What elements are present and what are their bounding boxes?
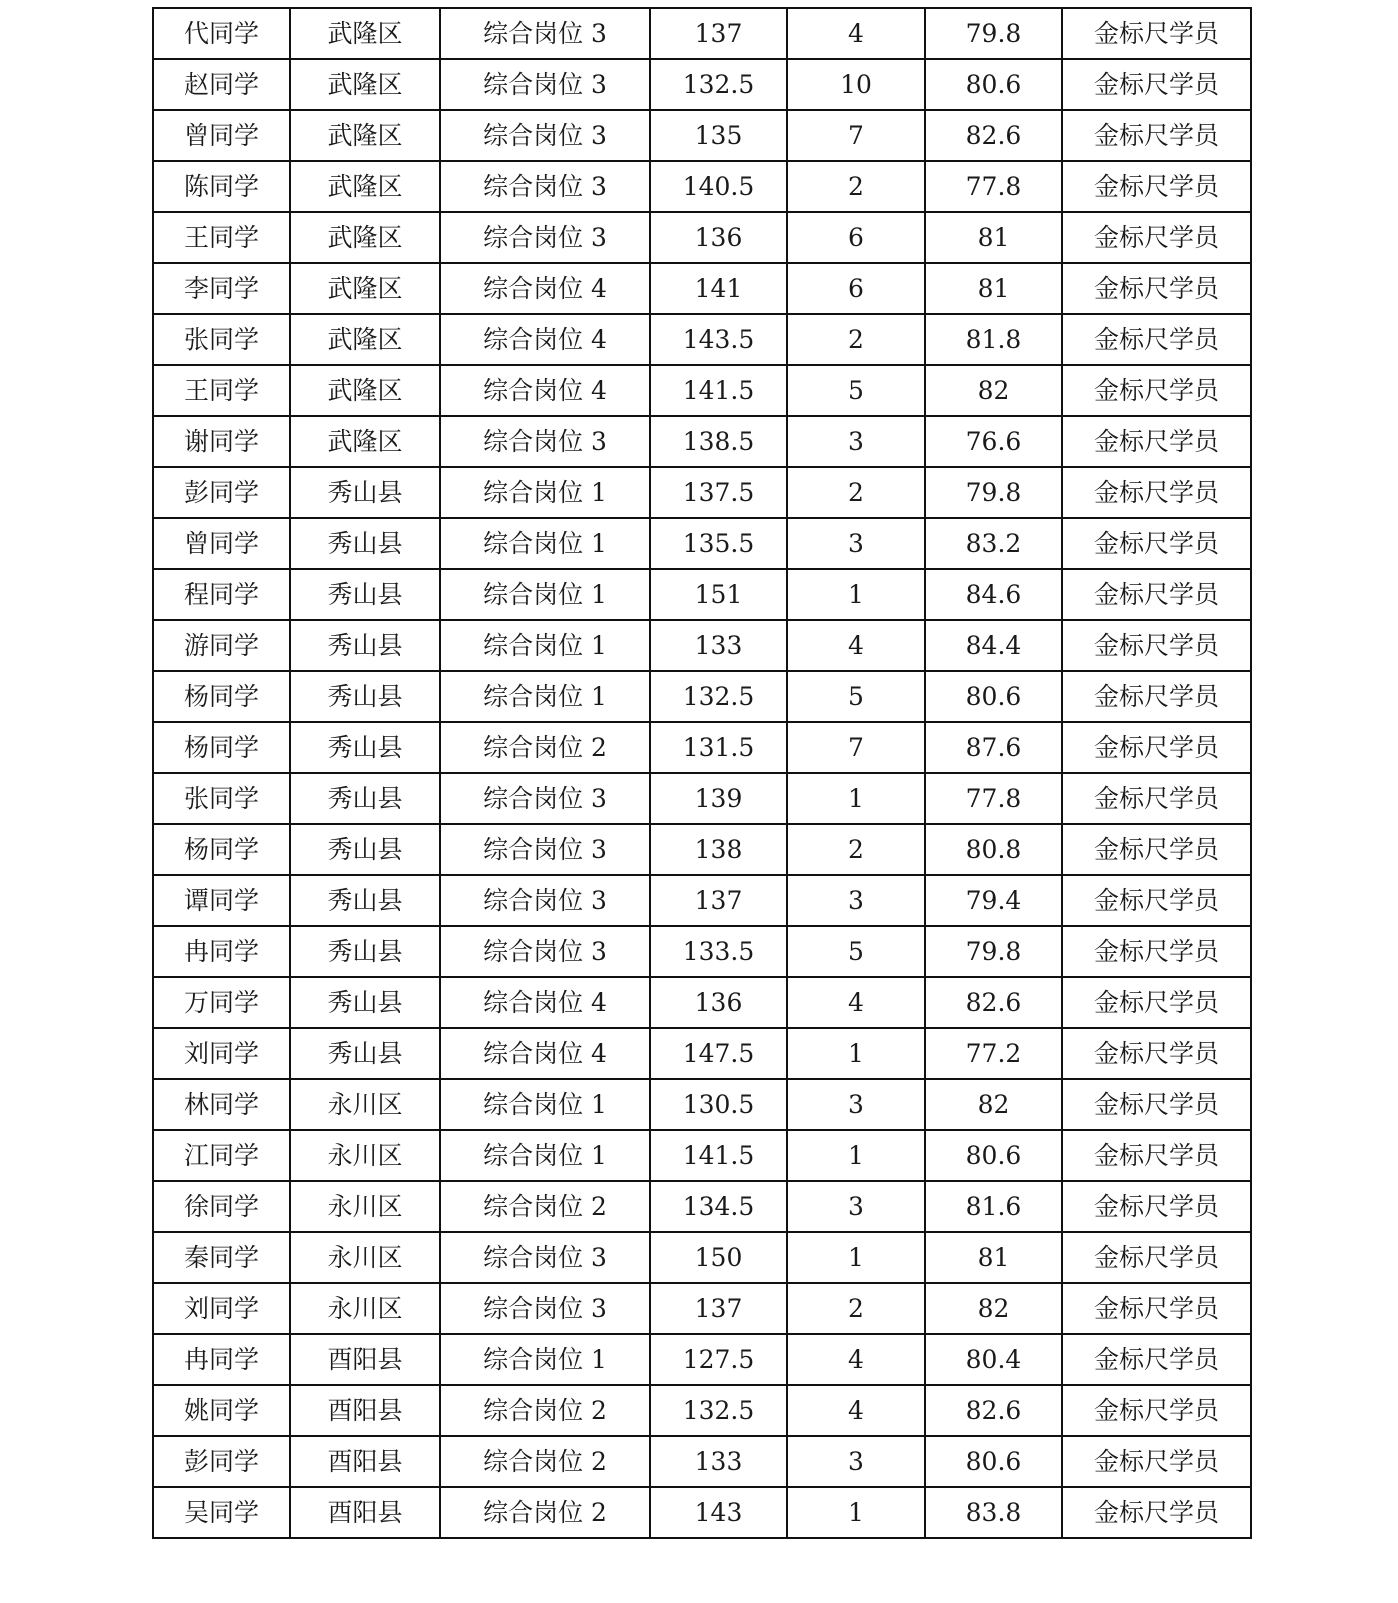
- table-row: [153, 1385, 1251, 1436]
- position-cell: 综合岗位 4: [440, 365, 650, 416]
- interview-score-cell: 79.4: [925, 875, 1062, 926]
- interview-score-cell: 80.4: [925, 1334, 1062, 1385]
- note-cell: 金标尺学员: [1062, 824, 1251, 875]
- note-cell: 金标尺学员: [1062, 569, 1251, 620]
- student-name-cell: 张同学: [153, 773, 290, 824]
- position-cell: 综合岗位 3: [440, 824, 650, 875]
- student-name-cell: 谭同学: [153, 875, 290, 926]
- table-row: [153, 8, 1251, 59]
- written-score-cell: 135: [650, 110, 787, 161]
- district-cell: 秀山县: [290, 518, 440, 569]
- table-row: [153, 1079, 1251, 1130]
- position-cell: 综合岗位 2: [440, 722, 650, 773]
- note-cell: 金标尺学员: [1062, 773, 1251, 824]
- rank-cell: 7: [787, 722, 925, 773]
- rank-cell: 3: [787, 1436, 925, 1487]
- note-cell: 金标尺学员: [1062, 875, 1251, 926]
- interview-score-cell: 80.6: [925, 1436, 1062, 1487]
- table-row: [153, 110, 1251, 161]
- interview-score-cell: 81.6: [925, 1181, 1062, 1232]
- student-name-cell: 曾同学: [153, 110, 290, 161]
- written-score-cell: 147.5: [650, 1028, 787, 1079]
- position-cell: 综合岗位 2: [440, 1385, 650, 1436]
- interview-score-cell: 77.8: [925, 773, 1062, 824]
- table-row: [153, 1487, 1251, 1538]
- rank-cell: 3: [787, 1079, 925, 1130]
- student-name-cell: 杨同学: [153, 722, 290, 773]
- table-row: [153, 1130, 1251, 1181]
- rank-cell: 1: [787, 773, 925, 824]
- note-cell: 金标尺学员: [1062, 671, 1251, 722]
- written-score-cell: 138: [650, 824, 787, 875]
- rank-cell: 4: [787, 8, 925, 59]
- written-score-cell: 131.5: [650, 722, 787, 773]
- rank-cell: 3: [787, 518, 925, 569]
- table-row: [153, 1028, 1251, 1079]
- student-name-cell: 彭同学: [153, 467, 290, 518]
- written-score-cell: 141.5: [650, 365, 787, 416]
- table-body: [153, 8, 1251, 1538]
- table-row: [153, 518, 1251, 569]
- table-row: [153, 416, 1251, 467]
- student-name-cell: 杨同学: [153, 671, 290, 722]
- position-cell: 综合岗位 3: [440, 1232, 650, 1283]
- written-score-cell: 134.5: [650, 1181, 787, 1232]
- note-cell: 金标尺学员: [1062, 314, 1251, 365]
- interview-score-cell: 79.8: [925, 467, 1062, 518]
- written-score-cell: 151: [650, 569, 787, 620]
- table-row: [153, 1232, 1251, 1283]
- note-cell: 金标尺学员: [1062, 263, 1251, 314]
- district-cell: 秀山县: [290, 773, 440, 824]
- district-cell: 酉阳县: [290, 1487, 440, 1538]
- note-cell: 金标尺学员: [1062, 8, 1251, 59]
- written-score-cell: 140.5: [650, 161, 787, 212]
- rank-cell: 5: [787, 926, 925, 977]
- table-row: [153, 263, 1251, 314]
- student-name-cell: 李同学: [153, 263, 290, 314]
- table-row: [153, 59, 1251, 110]
- interview-score-cell: 79.8: [925, 926, 1062, 977]
- position-cell: 综合岗位 1: [440, 569, 650, 620]
- written-score-cell: 136: [650, 977, 787, 1028]
- rank-cell: 1: [787, 1487, 925, 1538]
- note-cell: 金标尺学员: [1062, 1181, 1251, 1232]
- note-cell: 金标尺学员: [1062, 977, 1251, 1028]
- table-row: [153, 875, 1251, 926]
- rank-cell: 1: [787, 1232, 925, 1283]
- results-table: [152, 7, 1252, 1539]
- note-cell: 金标尺学员: [1062, 1283, 1251, 1334]
- written-score-cell: 143.5: [650, 314, 787, 365]
- table-row: [153, 977, 1251, 1028]
- table-row: [153, 1436, 1251, 1487]
- rank-cell: 6: [787, 263, 925, 314]
- district-cell: 武隆区: [290, 212, 440, 263]
- written-score-cell: 130.5: [650, 1079, 787, 1130]
- rank-cell: 4: [787, 1334, 925, 1385]
- position-cell: 综合岗位 1: [440, 1130, 650, 1181]
- written-score-cell: 132.5: [650, 59, 787, 110]
- district-cell: 秀山县: [290, 926, 440, 977]
- rank-cell: 6: [787, 212, 925, 263]
- written-score-cell: 139: [650, 773, 787, 824]
- district-cell: 酉阳县: [290, 1436, 440, 1487]
- district-cell: 秀山县: [290, 1028, 440, 1079]
- district-cell: 永川区: [290, 1130, 440, 1181]
- student-name-cell: 彭同学: [153, 1436, 290, 1487]
- written-score-cell: 136: [650, 212, 787, 263]
- student-name-cell: 万同学: [153, 977, 290, 1028]
- interview-score-cell: 81: [925, 263, 1062, 314]
- position-cell: 综合岗位 3: [440, 416, 650, 467]
- interview-score-cell: 80.6: [925, 671, 1062, 722]
- position-cell: 综合岗位 3: [440, 212, 650, 263]
- district-cell: 武隆区: [290, 110, 440, 161]
- note-cell: 金标尺学员: [1062, 1232, 1251, 1283]
- student-name-cell: 刘同学: [153, 1283, 290, 1334]
- interview-score-cell: 84.6: [925, 569, 1062, 620]
- note-cell: 金标尺学员: [1062, 926, 1251, 977]
- rank-cell: 4: [787, 1385, 925, 1436]
- position-cell: 综合岗位 1: [440, 1079, 650, 1130]
- rank-cell: 1: [787, 569, 925, 620]
- student-name-cell: 吴同学: [153, 1487, 290, 1538]
- district-cell: 武隆区: [290, 365, 440, 416]
- district-cell: 永川区: [290, 1232, 440, 1283]
- position-cell: 综合岗位 2: [440, 1487, 650, 1538]
- student-name-cell: 谢同学: [153, 416, 290, 467]
- position-cell: 综合岗位 1: [440, 467, 650, 518]
- rank-cell: 4: [787, 977, 925, 1028]
- note-cell: 金标尺学员: [1062, 365, 1251, 416]
- district-cell: 秀山县: [290, 620, 440, 671]
- note-cell: 金标尺学员: [1062, 1334, 1251, 1385]
- interview-score-cell: 83.8: [925, 1487, 1062, 1538]
- district-cell: 秀山县: [290, 875, 440, 926]
- position-cell: 综合岗位 4: [440, 263, 650, 314]
- student-name-cell: 江同学: [153, 1130, 290, 1181]
- district-cell: 秀山县: [290, 467, 440, 518]
- student-name-cell: 王同学: [153, 365, 290, 416]
- student-name-cell: 陈同学: [153, 161, 290, 212]
- written-score-cell: 137: [650, 1283, 787, 1334]
- table-row: [153, 722, 1251, 773]
- interview-score-cell: 77.2: [925, 1028, 1062, 1079]
- interview-score-cell: 82: [925, 1079, 1062, 1130]
- rank-cell: 2: [787, 161, 925, 212]
- student-name-cell: 冉同学: [153, 1334, 290, 1385]
- district-cell: 武隆区: [290, 8, 440, 59]
- written-score-cell: 133: [650, 1436, 787, 1487]
- district-cell: 武隆区: [290, 59, 440, 110]
- note-cell: 金标尺学员: [1062, 416, 1251, 467]
- position-cell: 综合岗位 3: [440, 926, 650, 977]
- student-name-cell: 赵同学: [153, 59, 290, 110]
- rank-cell: 3: [787, 416, 925, 467]
- note-cell: 金标尺学员: [1062, 110, 1251, 161]
- student-name-cell: 林同学: [153, 1079, 290, 1130]
- written-score-cell: 141.5: [650, 1130, 787, 1181]
- district-cell: 永川区: [290, 1283, 440, 1334]
- note-cell: 金标尺学员: [1062, 1436, 1251, 1487]
- note-cell: 金标尺学员: [1062, 59, 1251, 110]
- district-cell: 酉阳县: [290, 1385, 440, 1436]
- interview-score-cell: 80.6: [925, 1130, 1062, 1181]
- rank-cell: 2: [787, 467, 925, 518]
- written-score-cell: 127.5: [650, 1334, 787, 1385]
- district-cell: 武隆区: [290, 314, 440, 365]
- interview-score-cell: 82: [925, 1283, 1062, 1334]
- written-score-cell: 143: [650, 1487, 787, 1538]
- interview-score-cell: 82.6: [925, 977, 1062, 1028]
- student-name-cell: 秦同学: [153, 1232, 290, 1283]
- student-name-cell: 冉同学: [153, 926, 290, 977]
- table-row: [153, 620, 1251, 671]
- written-score-cell: 135.5: [650, 518, 787, 569]
- interview-score-cell: 81: [925, 1232, 1062, 1283]
- note-cell: 金标尺学员: [1062, 467, 1251, 518]
- table-row: [153, 314, 1251, 365]
- student-name-cell: 游同学: [153, 620, 290, 671]
- table-row: [153, 671, 1251, 722]
- table-row: [153, 569, 1251, 620]
- district-cell: 酉阳县: [290, 1334, 440, 1385]
- district-cell: 秀山县: [290, 824, 440, 875]
- interview-score-cell: 77.8: [925, 161, 1062, 212]
- district-cell: 秀山县: [290, 569, 440, 620]
- position-cell: 综合岗位 3: [440, 59, 650, 110]
- position-cell: 综合岗位 4: [440, 977, 650, 1028]
- district-cell: 永川区: [290, 1181, 440, 1232]
- interview-score-cell: 82.6: [925, 110, 1062, 161]
- interview-score-cell: 76.6: [925, 416, 1062, 467]
- written-score-cell: 141: [650, 263, 787, 314]
- rank-cell: 4: [787, 620, 925, 671]
- position-cell: 综合岗位 3: [440, 161, 650, 212]
- rank-cell: 2: [787, 1283, 925, 1334]
- position-cell: 综合岗位 3: [440, 8, 650, 59]
- written-score-cell: 137: [650, 875, 787, 926]
- district-cell: 武隆区: [290, 161, 440, 212]
- district-cell: 武隆区: [290, 263, 440, 314]
- written-score-cell: 137: [650, 8, 787, 59]
- note-cell: 金标尺学员: [1062, 1385, 1251, 1436]
- table-row: [153, 161, 1251, 212]
- rank-cell: 1: [787, 1028, 925, 1079]
- rank-cell: 1: [787, 1130, 925, 1181]
- written-score-cell: 133: [650, 620, 787, 671]
- written-score-cell: 150: [650, 1232, 787, 1283]
- rank-cell: 3: [787, 875, 925, 926]
- note-cell: 金标尺学员: [1062, 161, 1251, 212]
- interview-score-cell: 80.6: [925, 59, 1062, 110]
- position-cell: 综合岗位 4: [440, 1028, 650, 1079]
- interview-score-cell: 80.8: [925, 824, 1062, 875]
- note-cell: 金标尺学员: [1062, 518, 1251, 569]
- table-row: [153, 212, 1251, 263]
- written-score-cell: 137.5: [650, 467, 787, 518]
- position-cell: 综合岗位 1: [440, 620, 650, 671]
- note-cell: 金标尺学员: [1062, 722, 1251, 773]
- note-cell: 金标尺学员: [1062, 1028, 1251, 1079]
- district-cell: 永川区: [290, 1079, 440, 1130]
- table-row: [153, 824, 1251, 875]
- interview-score-cell: 87.6: [925, 722, 1062, 773]
- position-cell: 综合岗位 4: [440, 314, 650, 365]
- rank-cell: 2: [787, 824, 925, 875]
- table-row: [153, 773, 1251, 824]
- district-cell: 秀山县: [290, 977, 440, 1028]
- district-cell: 秀山县: [290, 722, 440, 773]
- student-name-cell: 曾同学: [153, 518, 290, 569]
- interview-score-cell: 81.8: [925, 314, 1062, 365]
- table-row: [153, 1283, 1251, 1334]
- note-cell: 金标尺学员: [1062, 1487, 1251, 1538]
- rank-cell: 5: [787, 365, 925, 416]
- table-row: [153, 467, 1251, 518]
- position-cell: 综合岗位 3: [440, 1283, 650, 1334]
- rank-cell: 10: [787, 59, 925, 110]
- rank-cell: 5: [787, 671, 925, 722]
- position-cell: 综合岗位 2: [440, 1436, 650, 1487]
- position-cell: 综合岗位 1: [440, 1334, 650, 1385]
- rank-cell: 2: [787, 314, 925, 365]
- position-cell: 综合岗位 1: [440, 518, 650, 569]
- interview-score-cell: 82: [925, 365, 1062, 416]
- interview-score-cell: 82.6: [925, 1385, 1062, 1436]
- position-cell: 综合岗位 2: [440, 1181, 650, 1232]
- interview-score-cell: 83.2: [925, 518, 1062, 569]
- table-row: [153, 1181, 1251, 1232]
- district-cell: 秀山县: [290, 671, 440, 722]
- note-cell: 金标尺学员: [1062, 212, 1251, 263]
- student-name-cell: 徐同学: [153, 1181, 290, 1232]
- written-score-cell: 132.5: [650, 671, 787, 722]
- rank-cell: 7: [787, 110, 925, 161]
- position-cell: 综合岗位 1: [440, 671, 650, 722]
- student-name-cell: 姚同学: [153, 1385, 290, 1436]
- interview-score-cell: 81: [925, 212, 1062, 263]
- position-cell: 综合岗位 3: [440, 773, 650, 824]
- rank-cell: 3: [787, 1181, 925, 1232]
- position-cell: 综合岗位 3: [440, 110, 650, 161]
- student-name-cell: 杨同学: [153, 824, 290, 875]
- table-row: [153, 926, 1251, 977]
- table-row: [153, 1334, 1251, 1385]
- table-row: [153, 365, 1251, 416]
- student-name-cell: 代同学: [153, 8, 290, 59]
- district-cell: 武隆区: [290, 416, 440, 467]
- note-cell: 金标尺学员: [1062, 1079, 1251, 1130]
- student-name-cell: 程同学: [153, 569, 290, 620]
- student-name-cell: 张同学: [153, 314, 290, 365]
- interview-score-cell: 79.8: [925, 8, 1062, 59]
- note-cell: 金标尺学员: [1062, 1130, 1251, 1181]
- student-name-cell: 刘同学: [153, 1028, 290, 1079]
- note-cell: 金标尺学员: [1062, 620, 1251, 671]
- interview-score-cell: 84.4: [925, 620, 1062, 671]
- position-cell: 综合岗位 3: [440, 875, 650, 926]
- written-score-cell: 132.5: [650, 1385, 787, 1436]
- student-name-cell: 王同学: [153, 212, 290, 263]
- written-score-cell: 133.5: [650, 926, 787, 977]
- written-score-cell: 138.5: [650, 416, 787, 467]
